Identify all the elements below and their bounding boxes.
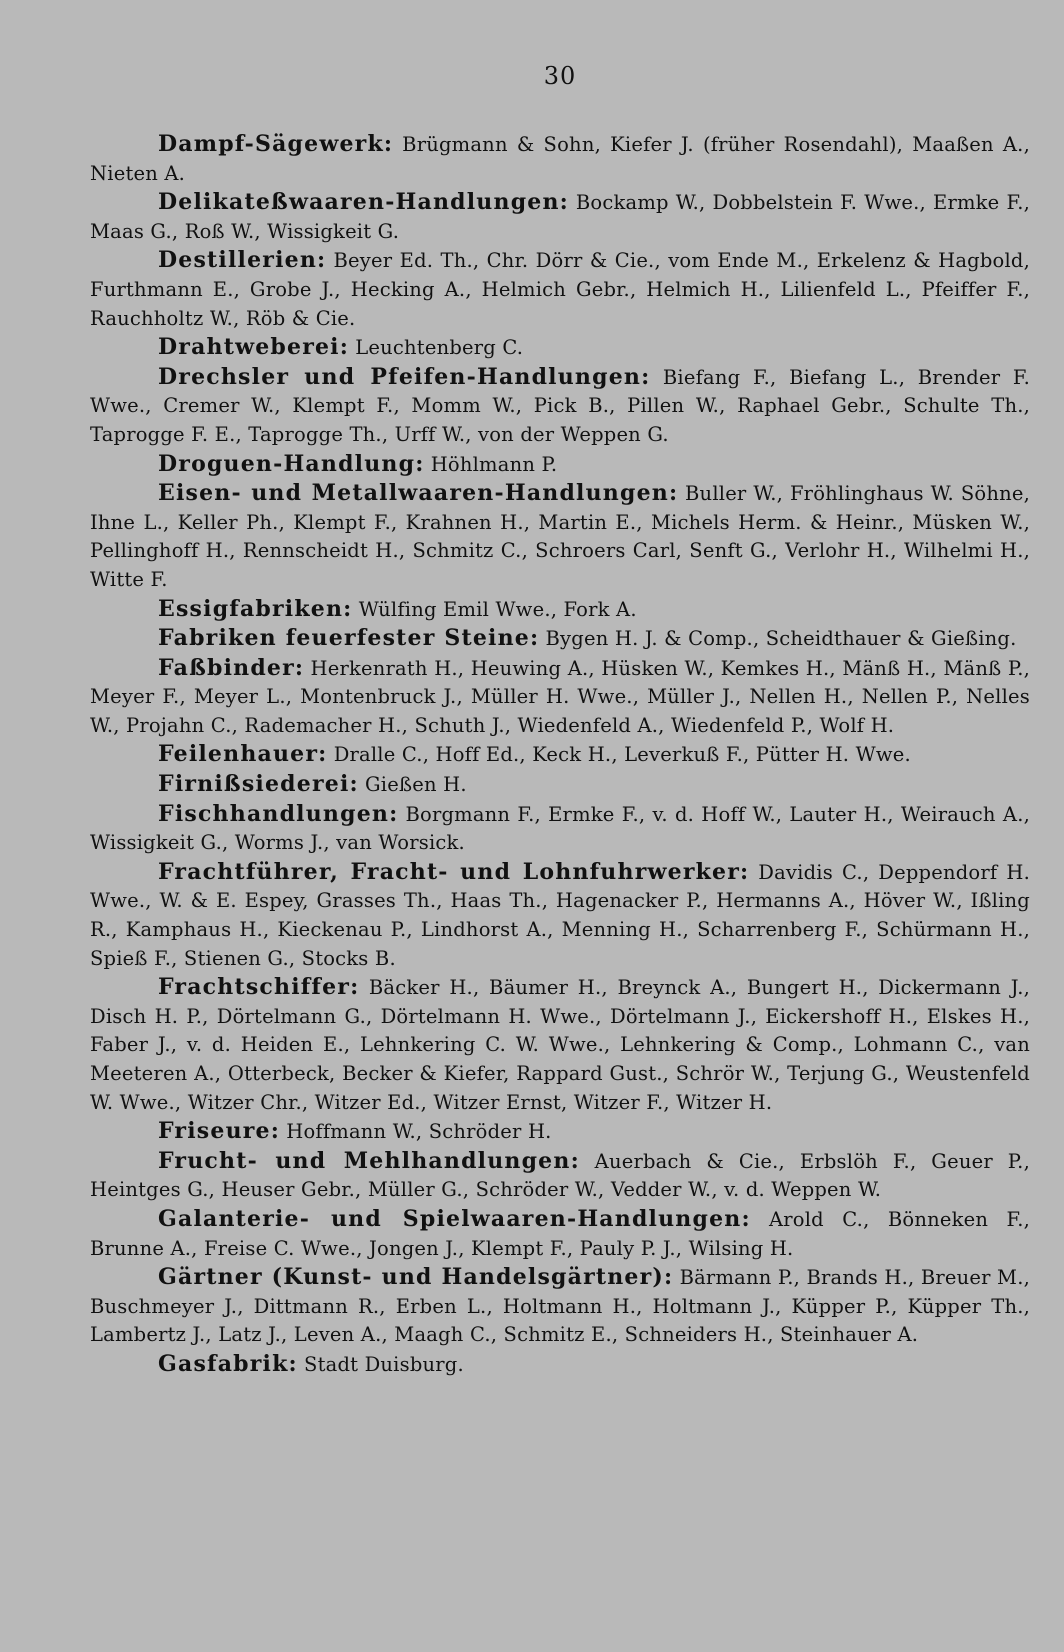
directory-entry (90, 1117, 1030, 1147)
business-names: Bygen H. J. & Comp., Scheidthauer & Gießing. (545, 627, 1017, 651)
trade-heading: Friseure: (158, 1118, 281, 1145)
trade-heading: Delikateßwaaren-Handlungen: (158, 189, 569, 216)
trade-heading: Essigfabriken: (158, 595, 353, 622)
directory-entry (90, 740, 1030, 770)
trade-heading: Drechsler und Pfeifen-Handlungen: (158, 363, 651, 390)
directory-entry (90, 858, 1030, 973)
business-names: Dralle C., Hoff Ed., Keck H., Leverkuß F., Pütter H. Wwe. (333, 743, 911, 767)
directory-entry (90, 770, 1030, 800)
business-names: Bärmann P., Brands H., Breuer M., Buschmeyer J., Dittmann R., Erben L., Holtmann H., Holtmann J., Küpper P., Küpper Th., Lambertz J., Latz J., Leven A., Maagh C., Schmitz E., Schneiders H., Steinhauer A. (90, 1266, 1031, 1347)
directory-entry (90, 246, 1030, 333)
trade-heading: Firnißsiederei: (158, 771, 359, 798)
business-names: Arold C., Bönneken F., Brunne A., Freise C. Wwe., Jongen J., Klempt F., Pauly P. J., Wilsing H. (90, 1207, 1030, 1260)
business-names: Bäcker H., Bäumer H., Breynck A., Bungert H., Dickermann J., Disch H. P., Dörtelmann G., Dörtelmann H. Wwe., Dörtelmann J., Eickershoff H., Elskes H., Faber J., v. d. Heiden E., Lehnkering C. W. Wwe., Lehnkering & Comp., Lohmann C., van Meeteren A., Otterbeck, Becker & Kiefer, Rappard Gust., Schrör W., Terjung G., Weustenfeld W. Wwe., Witzer Chr., Witzer Ed., Witzer Ernst, Witzer F., Witzer H. (90, 976, 1030, 1114)
directory-entry (90, 450, 1030, 480)
trade-heading: Faßbinder: (158, 654, 305, 681)
business-names: Hoffmann W., Schröder H. (286, 1120, 552, 1144)
trade-heading: Feilenhauer: (158, 741, 328, 768)
trade-heading: Eisen- und Metallwaaren-Handlungen: (158, 480, 679, 507)
business-names: Biefang F., Biefang L., Brender F. Wwe., Cremer W., Klempt F., Momm W., Pick B., Pillen W., Raphael Gebr., Schulte Th., Taprogge F. E., Taprogge Th., Urff W., von der Weppen G. (90, 365, 1031, 446)
business-names: Buller W., Fröhlinghaus W. Söhne, Ihne L., Keller Ph., Klempt F., Krahnen H., Martin E., Michels Herm. & Heinr., Müsken W., Pellinghoff H., Rennscheidt H., Schmitz C., Schroers Carl, Senft G., Verlohr H., Wilhelmi H., Witte F. (90, 482, 1030, 591)
trade-heading: Frucht- und Mehlhandlungen: (158, 1147, 580, 1174)
directory-entry (90, 363, 1030, 450)
directory-entry (90, 624, 1030, 654)
trade-heading: Fabriken feuerfester Steine: (158, 625, 540, 652)
directory-entries (90, 130, 1030, 1380)
directory-entry (90, 973, 1030, 1117)
business-names: Leuchtenberg C. (355, 336, 524, 360)
directory-entry (90, 188, 1030, 246)
directory-entry (90, 1263, 1030, 1350)
business-names: Gießen H. (365, 773, 467, 797)
trade-heading: Drahtweberei: (158, 334, 350, 361)
directory-entry (90, 800, 1030, 858)
business-names: Stadt Duisburg. (304, 1352, 464, 1376)
trade-heading: Destillerien: (158, 247, 327, 274)
directory-entry (90, 595, 1030, 625)
trade-heading: Fischhandlungen: (158, 800, 399, 827)
business-names: Borgmann F., Ermke F., v. d. Hoff W., Lauter H., Weirauch A., Wissigkeit G., Worms J., van Worsick. (90, 802, 1030, 855)
trade-heading: Droguen-Handlung: (158, 450, 425, 477)
directory-entry (90, 654, 1030, 741)
page-number: 30 (543, 62, 577, 90)
business-names: Wülfing Emil Wwe., Fork A. (358, 597, 637, 621)
directory-entry (90, 1350, 1030, 1380)
business-names: Herkenrath H., Heuwing A., Hüsken W., Kemkes H., Mänß H., Mänß P., Meyer F., Meyer L., Montenbruck J., Müller H. Wwe., Müller J., Nellen H., Nellen P., Nelles W., Projahn C., Rademacher H., Schuth J., Wiedenfeld A., Wiedenfeld P., Wolf H. (90, 656, 1030, 737)
directory-entry (90, 479, 1030, 594)
trade-heading: Gärtner (Kunst- und Handelsgärtner): (158, 1264, 674, 1291)
business-names: Beyer Ed. Th., Chr. Dörr & Cie., vom Ende M., Erkelenz & Hagbold, Furthmann E., Grobe J., Hecking A., Helmich Gebr., Helmich H., Lilienfeld L., Pfeiffer F., Rauchholtz W., Röb & Cie. (90, 249, 1030, 330)
business-names: Höhlmann P. (430, 452, 558, 476)
trade-heading: Dampf-Sägewerk: (158, 131, 394, 157)
business-names: Brügmann & Sohn, Kiefer J. (früher Rosendahl), Maaßen A., Nieten A. (90, 133, 1030, 185)
directory-entry (90, 1205, 1030, 1263)
trade-heading: Frachtschiffer: (158, 974, 360, 1001)
business-names: Davidis C., Deppendorf H. Wwe., W. & E. Espey, Grasses Th., Haas Th., Hagenacker P., Hermanns A., Höver W., Ißling R., Kamphaus H., Kieckenau P., Lindhorst A., Menning H., Scharrenberg F., Schürmann H., Spieß F., Stienen G., Stocks B. (90, 860, 1030, 970)
business-names: Auerbach & Cie., Erbslöh F., Geuer P., Heintges G., Heuser Gebr., Müller G., Schröder W., Vedder W., v. d. Weppen W. (90, 1149, 1030, 1202)
directory-entry (90, 130, 1030, 188)
trade-heading: Gasfabrik: (158, 1350, 298, 1377)
trade-heading: Frachtführer, Fracht- und Lohnfuhrwerker: (158, 858, 750, 885)
directory-entry (90, 1147, 1030, 1205)
directory-entry (90, 333, 1030, 363)
business-names: Bockamp W., Dobbelstein F. Wwe., Ermke F., Maas G., Roß W., Wissigkeit G. (90, 191, 1030, 243)
trade-heading: Galanterie- und Spielwaaren-Handlungen: (158, 1205, 751, 1232)
